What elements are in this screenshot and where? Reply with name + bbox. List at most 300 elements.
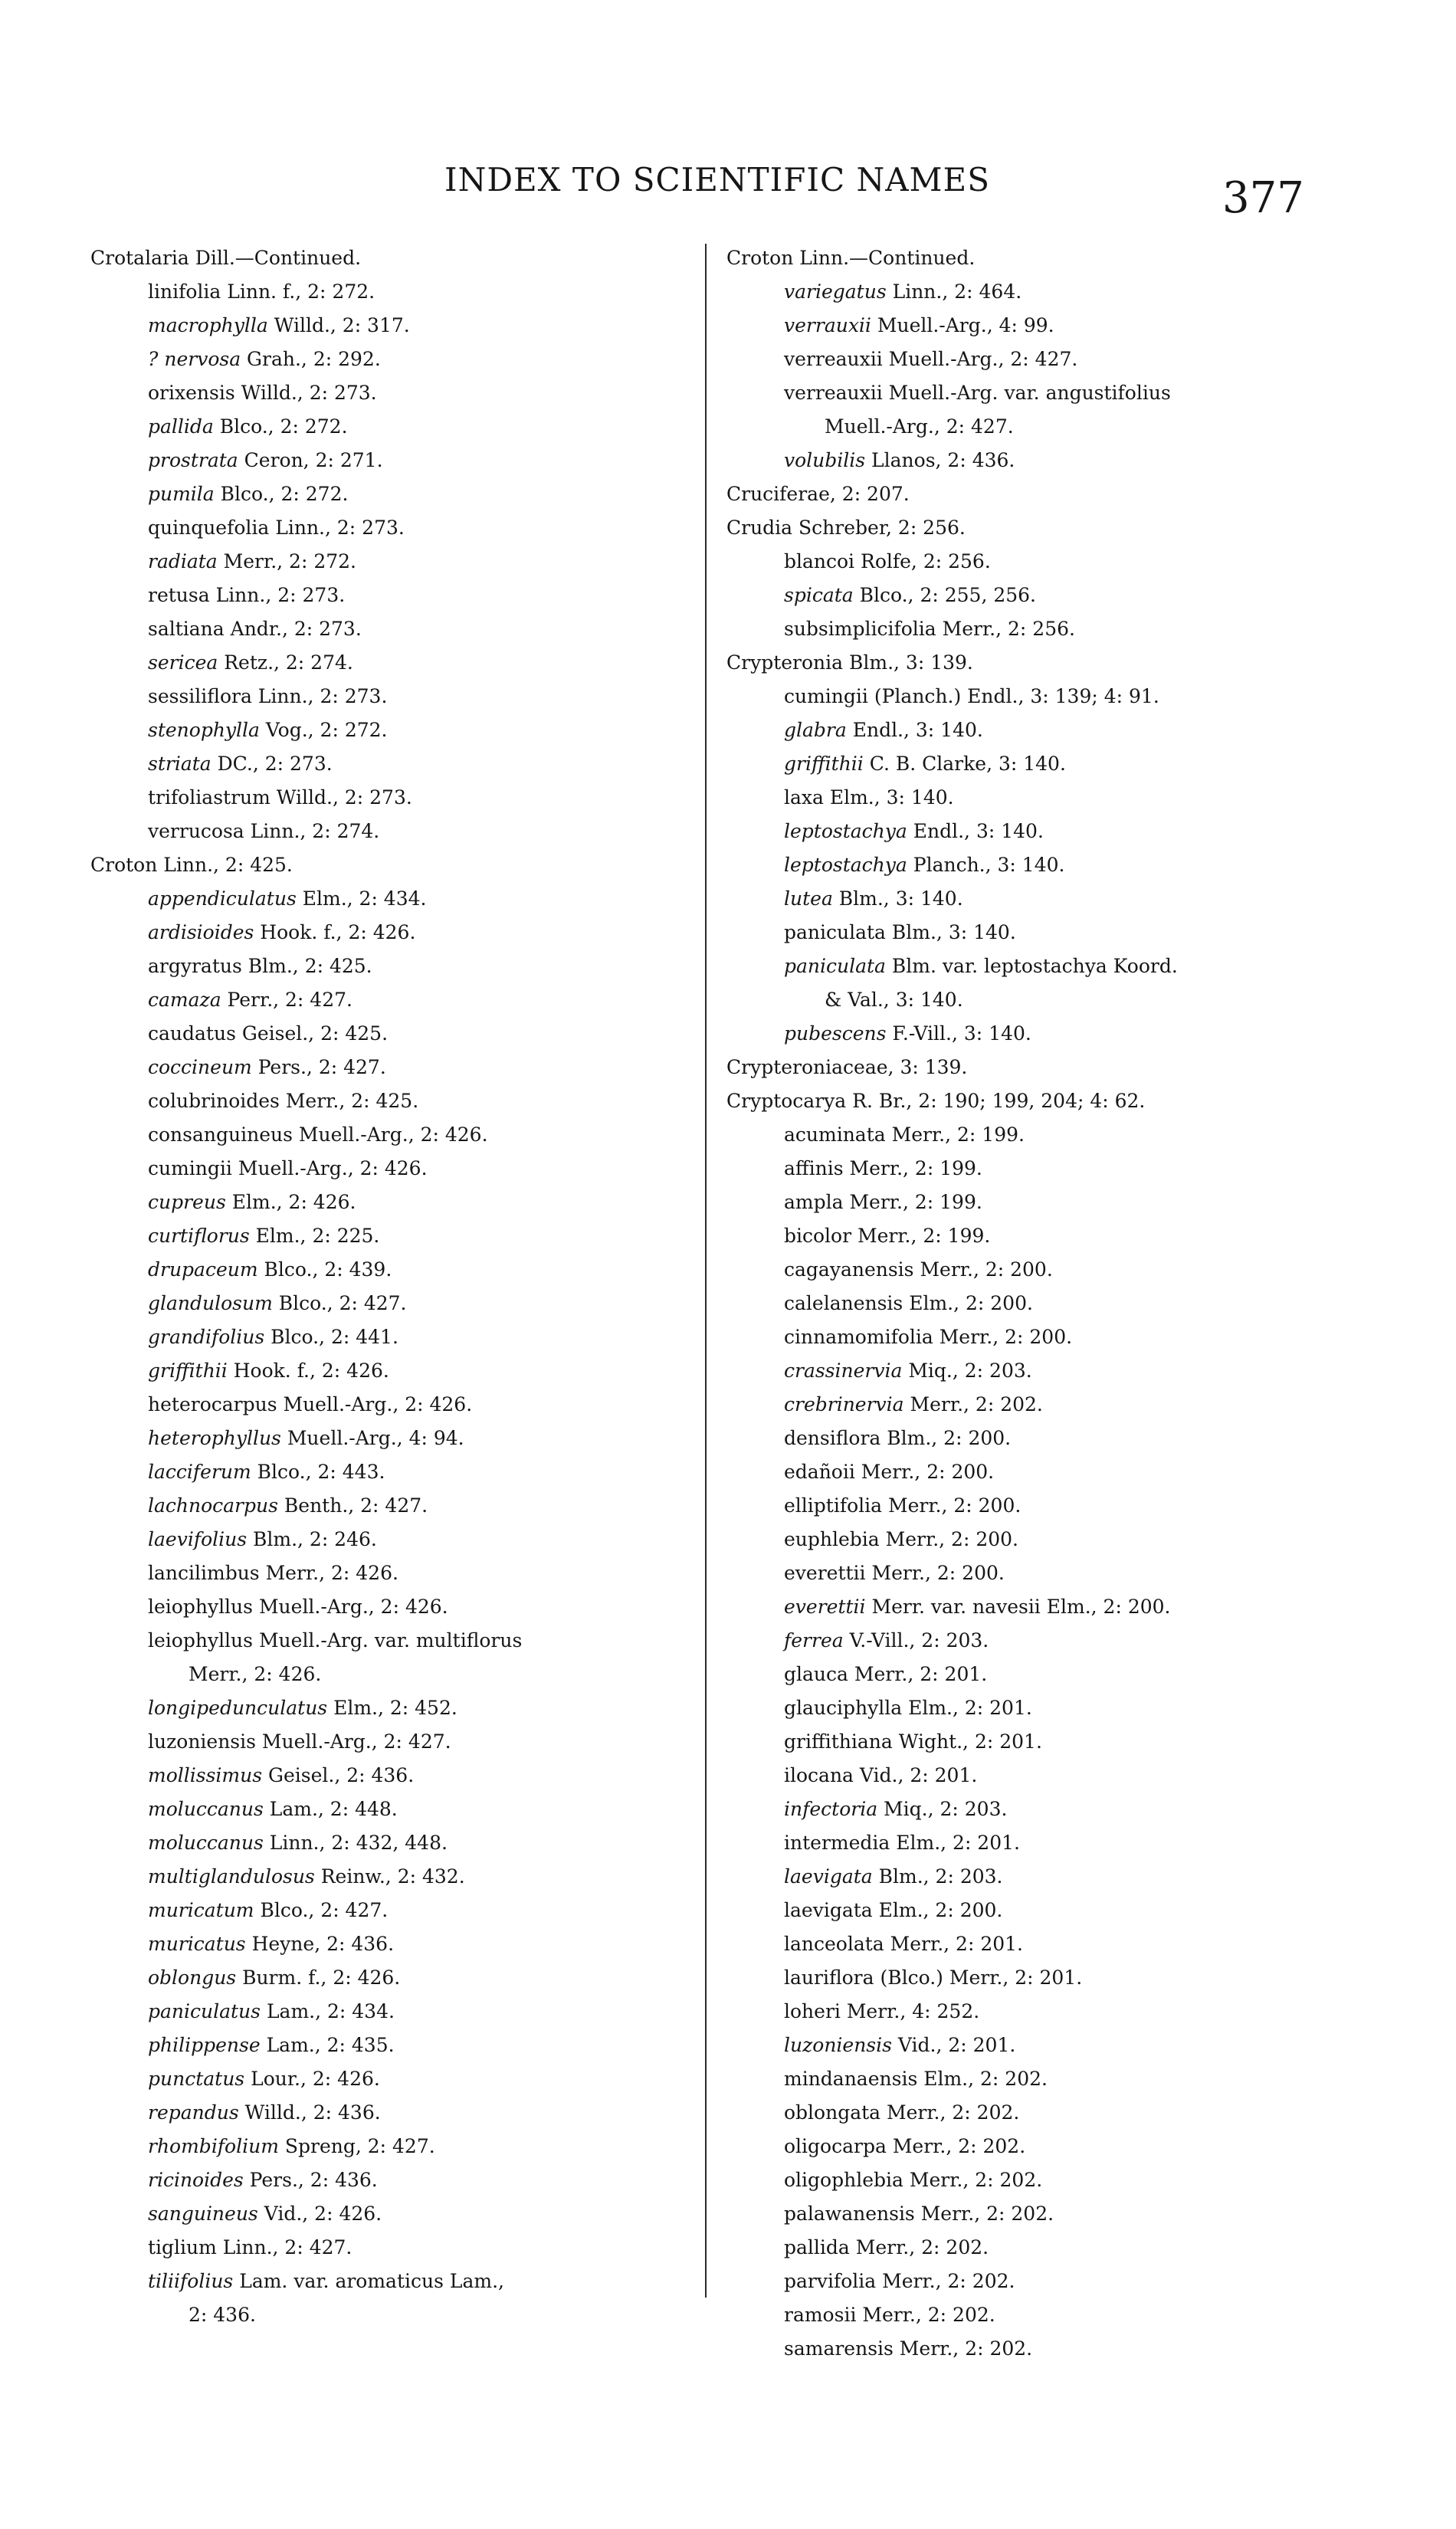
scientific-name: volubilis — [784, 449, 866, 471]
index-entry — [726, 1894, 1393, 1927]
authority-and-reference: V.-Vill., 2: 203. — [843, 1629, 989, 1652]
authority-and-reference: Merr., 2: 200. — [854, 1461, 995, 1483]
index-entry — [90, 2265, 696, 2298]
authority-and-reference: Muell.-Arg., 2: 426. — [253, 1596, 448, 1618]
scientific-name: lacciferum — [148, 1461, 251, 1483]
authority-and-reference: Pers., 2: 427. — [251, 1056, 386, 1078]
authority-and-reference: Lam., 2: 435. — [260, 2034, 395, 2056]
index-entry — [726, 747, 1393, 781]
scientific-name: laxa — [784, 786, 824, 809]
scientific-name: blancoi — [784, 550, 855, 572]
authority-and-reference: Merr. var. navesii Elm., 2: 200. — [865, 1596, 1171, 1618]
authority-and-reference: Merr., 2: 199. — [843, 1191, 982, 1213]
authority-and-reference: Muell.-Arg., 2: 427. — [825, 415, 1014, 438]
scientific-name: lancilimbus — [148, 1562, 260, 1584]
authority-and-reference: Blm., 3: 139. — [843, 651, 973, 674]
scientific-name: Croton — [90, 854, 158, 876]
index-heading-entry — [726, 241, 1393, 275]
scientific-name: colubrinoides — [148, 1090, 280, 1112]
index-entry — [90, 545, 696, 579]
authority-and-reference: Blm., 3: 140. — [885, 921, 1016, 943]
authority-and-reference: Grah., 2: 292. — [241, 348, 381, 370]
authority-and-reference: Willd., 2: 273. — [234, 382, 377, 404]
index-entry — [90, 882, 696, 916]
authority-and-reference: Merr., 2: 272. — [217, 550, 356, 572]
scientific-name: Croton — [726, 247, 794, 269]
index-entry — [90, 1995, 696, 2029]
index-entry — [726, 1219, 1393, 1253]
authority-and-reference: Miq., 2: 203. — [902, 1360, 1032, 1382]
authority-and-reference: Elm., 2: 200. — [872, 1899, 1003, 1921]
index-entry — [726, 1995, 1393, 2029]
authority-and-reference: Lour., 2: 426. — [244, 2068, 380, 2090]
scientific-name: variegatus — [784, 280, 887, 303]
authority-and-reference: Planch., 3: 140. — [907, 854, 1065, 876]
scientific-name: ricinoides — [148, 2169, 244, 2191]
index-heading-entry — [726, 646, 1393, 680]
index-entry — [90, 511, 696, 545]
index-entry — [90, 376, 696, 410]
scientific-name: paniculata — [784, 921, 886, 943]
index-entry — [90, 1253, 696, 1287]
scientific-name: everettii — [784, 1562, 866, 1584]
authority-and-reference: Merr., 2: 199. — [843, 1157, 982, 1179]
index-entry — [90, 2231, 696, 2265]
authority-and-reference: Blm. var. leptostachya Koord. — [885, 955, 1178, 977]
index-entry — [90, 1489, 696, 1523]
scientific-name: griffithii — [784, 753, 864, 775]
scientific-name: crebrinervia — [784, 1393, 904, 1415]
authority-and-reference: Linn.—Continued. — [793, 247, 976, 269]
scientific-name: Crotalaria — [90, 247, 189, 269]
authority-and-reference: Elm., 2: 434. — [296, 887, 427, 910]
index-entry — [90, 1860, 696, 1894]
scientific-name: Cruciferae — [726, 483, 830, 505]
authority-and-reference: Merr., 2: 202. — [876, 2270, 1015, 2292]
scientific-name: rhombifolium — [148, 2135, 279, 2157]
authority-and-reference: Merr., 2: 202. — [856, 2304, 995, 2326]
index-entry — [726, 444, 1393, 477]
authority-and-reference: Lam., 2: 434. — [261, 2000, 395, 2022]
authority-and-reference: C. B. Clarke, 3: 140. — [863, 753, 1066, 775]
scientific-name: drupaceum — [148, 1258, 258, 1281]
index-entry — [90, 950, 696, 983]
index-entry — [726, 545, 1393, 579]
authority-and-reference: Elm., 3: 140. — [823, 786, 954, 809]
authority-and-reference: Merr., 2: 201. — [884, 1933, 1023, 1955]
authority-and-reference: Lam. var. aromaticus Lam., — [233, 2270, 504, 2292]
authority-and-reference: Elm., 2: 202. — [917, 2068, 1048, 2090]
index-entry — [90, 1793, 696, 1826]
authority-and-reference: Elm., 2: 225. — [249, 1225, 380, 1247]
scientific-name: camaza — [148, 989, 221, 1011]
index-entry — [726, 815, 1393, 848]
authority-and-reference: Vid., 2: 201. — [853, 1764, 978, 1786]
authority-and-reference: Linn., 2: 464. — [886, 280, 1022, 303]
scientific-name: oblongus — [148, 1966, 237, 1989]
scientific-name: radiata — [148, 550, 218, 572]
index-entry — [90, 1523, 696, 1556]
authority-and-reference: Merr., 2: 200. — [882, 1494, 1021, 1517]
index-entry — [726, 1725, 1393, 1759]
index-entry — [90, 646, 696, 680]
authority-and-reference: Merr., 2: 426. — [189, 1663, 322, 1685]
authority-and-reference: Linn., 2: 273. — [269, 517, 405, 539]
index-entry — [90, 680, 696, 713]
index-entry — [90, 1118, 696, 1152]
authority-and-reference: Muell.-Arg. var. angustifolius — [882, 382, 1171, 404]
scientific-name: affinis — [784, 1157, 844, 1179]
authority-and-reference: Blm., 2: 200. — [880, 1427, 1012, 1449]
scientific-name: curtiflorus — [148, 1225, 250, 1247]
authority-and-reference: (Blco.) Merr., 2: 201. — [874, 1966, 1083, 1989]
scientific-name: leptostachya — [784, 820, 907, 842]
scientific-name: coccineum — [148, 1056, 252, 1078]
index-entry — [726, 1759, 1393, 1793]
authority-and-reference: Merr., 2: 202. — [893, 2337, 1033, 2360]
scientific-name: oblongata — [784, 2101, 881, 2124]
index-entry — [90, 916, 696, 950]
scientific-name: ardisioides — [148, 921, 254, 943]
index-entry — [90, 2029, 696, 2062]
index-entry — [90, 1152, 696, 1186]
authority-and-reference: Merr., 2: 202. — [914, 2203, 1054, 2225]
index-entry — [726, 1624, 1393, 1658]
scientific-name: pallida — [148, 415, 214, 438]
authority-and-reference: Merr., 2: 199. — [885, 1123, 1025, 1146]
index-entry — [90, 477, 696, 511]
index-entry — [726, 713, 1393, 747]
index-entry — [726, 1860, 1393, 1894]
index-heading-entry — [90, 241, 696, 275]
authority-and-reference: Blco., 2: 439. — [257, 1258, 392, 1281]
scientific-name: linifolia — [148, 280, 221, 303]
scientific-name: consanguineus — [148, 1123, 293, 1146]
index-entry — [726, 275, 1393, 309]
scientific-name: griffithii — [148, 1360, 228, 1382]
authority-and-reference: Muell.-Arg., 2: 426. — [277, 1393, 473, 1415]
authority-and-reference: Blco., 2: 443. — [251, 1461, 385, 1483]
scientific-name: parvifolia — [784, 2270, 877, 2292]
authority-and-reference: Merr., 2: 426. — [259, 1562, 398, 1584]
authority-and-reference: Elm., 2: 201. — [902, 1697, 1032, 1719]
index-entry — [726, 579, 1393, 612]
scientific-name: sessiliflora — [148, 685, 252, 707]
authority-and-reference: Merr., 4: 252. — [840, 2000, 980, 2022]
index-entry — [726, 2096, 1393, 2130]
scientific-name: leiophyllus — [148, 1596, 253, 1618]
index-entry — [726, 2231, 1393, 2265]
authority-and-reference: Merr., 2: 202. — [880, 2101, 1020, 2124]
scientific-name: heterophyllus — [148, 1427, 281, 1449]
authority-and-reference: Wight., 2: 201. — [892, 1730, 1042, 1753]
index-entry — [90, 815, 696, 848]
authority-and-reference: Blco., 2: 272. — [214, 483, 349, 505]
index-entry — [90, 1927, 696, 1961]
authority-and-reference: R. Br., 2: 190; 199, 204; 4: 62. — [846, 1090, 1146, 1112]
scientific-name: infectoria — [784, 1798, 878, 1820]
scientific-name: lutea — [784, 887, 833, 910]
scientific-name: luzoniensis — [784, 2034, 892, 2056]
index-entry — [90, 1691, 696, 1725]
index-entry — [90, 2096, 696, 2130]
index-entry — [726, 916, 1393, 950]
authority-and-reference: Linn. f., 2: 272. — [221, 280, 375, 303]
index-entry — [90, 410, 696, 444]
scientific-name: everettii — [784, 1596, 866, 1618]
index-entry — [726, 2332, 1393, 2366]
index-entry — [90, 1590, 696, 1624]
authority-and-reference: Schreber, 2: 256. — [792, 517, 966, 539]
index-entry — [726, 2130, 1393, 2163]
index-entry — [726, 1455, 1393, 1489]
scientific-name: pallida — [784, 2236, 850, 2258]
scientific-name: cumingii — [148, 1157, 232, 1179]
index-entry — [726, 1523, 1393, 1556]
authority-and-reference: Endl., 3: 140. — [907, 820, 1044, 842]
index-entry — [726, 1489, 1393, 1523]
authority-and-reference: Spreng, 2: 427. — [278, 2135, 435, 2157]
authority-and-reference: & Val., 3: 140. — [825, 989, 963, 1011]
scientific-name: lauriflora — [784, 1966, 874, 1989]
authority-and-reference: F.-Vill., 3: 140. — [886, 1022, 1031, 1045]
index-entry — [90, 1186, 696, 1219]
authority-and-reference: , 2: 207. — [829, 483, 910, 505]
scientific-name: luzoniensis — [148, 1730, 256, 1753]
authority-and-reference: Reinw., 2: 432. — [314, 1865, 465, 1888]
index-heading-entry — [726, 511, 1393, 545]
authority-and-reference: Merr., 2: 200. — [933, 1326, 1073, 1348]
index-entry — [90, 2197, 696, 2231]
index-entry — [726, 2197, 1393, 2231]
authority-and-reference: Rolfe, 2: 256. — [854, 550, 991, 572]
authority-and-reference: Blco., 2: 441. — [264, 1326, 398, 1348]
scientific-name: laevigata — [784, 1865, 873, 1888]
scientific-name: griffithiana — [784, 1730, 893, 1753]
authority-and-reference: Perr., 2: 427. — [221, 989, 353, 1011]
authority-and-reference: Willd., 2: 436. — [238, 2101, 381, 2124]
authority-and-reference: Merr., 2: 202. — [903, 2169, 1043, 2191]
authority-and-reference: Geisel., 2: 436. — [262, 1764, 415, 1786]
scientific-name: prostrata — [148, 449, 238, 471]
authority-and-reference: Elm., 2: 200. — [903, 1292, 1033, 1314]
index-entry — [90, 1455, 696, 1489]
index-entry — [90, 1287, 696, 1320]
scientific-name: philippense — [148, 2034, 261, 2056]
scientific-name: glandulosum — [148, 1292, 273, 1314]
authority-and-reference: Blco., 2: 427. — [272, 1292, 407, 1314]
scientific-name: orixensis — [148, 382, 235, 404]
index-entry — [726, 1826, 1393, 1860]
scientific-name: bicolor — [784, 1225, 852, 1247]
index-entry — [90, 1354, 696, 1388]
authority-and-reference: Muell.-Arg., 2: 426. — [292, 1123, 488, 1146]
authority-and-reference: Linn., 2: 273. — [251, 685, 388, 707]
authority-and-reference: Miq., 2: 203. — [877, 1798, 1008, 1820]
authority-and-reference: Merr., 2: 202. — [886, 2135, 1026, 2157]
authority-and-reference: Muell.-Arg., 4: 94. — [280, 1427, 464, 1449]
authority-and-reference: Blco., 2: 255, 256. — [853, 584, 1037, 606]
scientific-name: verrauxii — [784, 314, 871, 336]
authority-and-reference: Linn., 2: 274. — [244, 820, 380, 842]
scientific-name: argyratus — [148, 955, 242, 977]
authority-and-reference: Merr., 2: 200. — [879, 1528, 1018, 1550]
authority-and-reference: Merr., 2: 199. — [851, 1225, 991, 1247]
scientific-name: sanguineus — [148, 2203, 258, 2225]
scientific-name: quinquefolia — [148, 517, 270, 539]
index-entry — [726, 343, 1393, 376]
scientific-name: multiglandulosus — [148, 1865, 315, 1888]
index-entry — [726, 1017, 1393, 1051]
authority-and-reference: Endl., 3: 140. — [846, 719, 983, 741]
scientific-name: moluccanus — [148, 1832, 264, 1854]
authority-and-reference: Blco., 2: 427. — [254, 1899, 389, 1921]
index-entry — [726, 882, 1393, 916]
scientific-name: subsimplicifolia — [784, 618, 936, 640]
index-entry — [90, 1894, 696, 1927]
scientific-name: ramosii — [784, 2304, 857, 2326]
authority-and-reference: Muell.-Arg., 2: 427. — [882, 348, 1078, 370]
index-entry — [90, 1051, 696, 1084]
index-entry — [90, 983, 696, 1017]
index-entry — [726, 1961, 1393, 1995]
scientific-name: laevifolius — [148, 1528, 248, 1550]
index-entry — [90, 1017, 696, 1051]
index-entry — [726, 1253, 1393, 1287]
authority-and-reference: Blm., 2: 246. — [247, 1528, 377, 1550]
index-continuation-line — [90, 1658, 696, 1691]
scientific-name: cumingii — [784, 685, 868, 707]
index-entry — [90, 343, 696, 376]
scientific-name: moluccanus — [148, 1798, 264, 1820]
index-heading-entry — [726, 477, 1393, 511]
authority-and-reference: Vid., 2: 201. — [891, 2034, 1016, 2056]
authority-and-reference: Merr., 2: 256. — [936, 618, 1075, 640]
authority-and-reference: Blm., 2: 203. — [872, 1865, 1003, 1888]
scientific-name: ampla — [784, 1191, 844, 1213]
index-entry — [726, 1152, 1393, 1186]
index-heading-entry — [726, 1084, 1393, 1118]
scientific-name: oligocarpa — [784, 2135, 887, 2157]
index-entry — [90, 2163, 696, 2197]
scientific-name: mollissimus — [148, 1764, 263, 1786]
index-entry — [90, 1961, 696, 1995]
scientific-name: heterocarpus — [148, 1393, 277, 1415]
authority-and-reference: Linn., 2: 427. — [216, 2236, 353, 2258]
authority-and-reference: Geisel., 2: 425. — [235, 1022, 389, 1045]
scientific-name: muricatus — [148, 1933, 246, 1955]
scientific-name: verreauxii — [784, 348, 883, 370]
scientific-name: Cryptocarya — [726, 1090, 847, 1112]
index-continuation-line — [726, 410, 1393, 444]
index-entry — [726, 1422, 1393, 1455]
index-entry — [726, 1388, 1393, 1422]
scientific-name: leptostachya — [784, 854, 907, 876]
index-entry — [726, 2163, 1393, 2197]
index-entry — [90, 1624, 696, 1658]
scientific-name: repandus — [148, 2101, 239, 2124]
authority-and-reference: Blco., 2: 272. — [213, 415, 348, 438]
column-divider — [705, 244, 707, 2298]
index-entry — [726, 1691, 1393, 1725]
index-entry — [90, 713, 696, 747]
scientific-name: muricatum — [148, 1899, 254, 1921]
page-number: 377 — [1222, 173, 1304, 223]
authority-and-reference: Willd., 2: 317. — [267, 314, 410, 336]
scientific-name: ? nervosa — [148, 348, 241, 370]
index-entry — [726, 1556, 1393, 1590]
index-entry — [90, 309, 696, 343]
index-entry — [90, 2130, 696, 2163]
authority-and-reference: Muell.-Arg., 4: 99. — [871, 314, 1054, 336]
index-entry — [90, 1084, 696, 1118]
scientific-name: macrophylla — [148, 314, 268, 336]
authority-and-reference: Llanos, 2: 436. — [865, 449, 1015, 471]
authority-and-reference: Muell.-Arg. var. multiflorus — [253, 1629, 523, 1652]
scientific-name: lachnocarpus — [148, 1494, 278, 1517]
authority-and-reference: Vog., 2: 272. — [259, 719, 388, 741]
scientific-name: retusa — [148, 584, 210, 606]
authority-and-reference: Linn., 2: 425. — [157, 854, 293, 876]
index-entry — [90, 747, 696, 781]
authority-and-reference: Blm., 2: 425. — [241, 955, 372, 977]
scientific-name: loheri — [784, 2000, 841, 2022]
authority-and-reference: Merr., 2: 201. — [848, 1663, 988, 1685]
index-entry — [726, 612, 1393, 646]
authority-and-reference: Heyne, 2: 436. — [245, 1933, 395, 1955]
authority-and-reference: Linn., 2: 432, 448. — [263, 1832, 448, 1854]
authority-and-reference: Pers., 2: 436. — [243, 2169, 378, 2191]
authority-and-reference: Vid., 2: 426. — [257, 2203, 382, 2225]
authority-and-reference: Dill.—Continued. — [189, 247, 362, 269]
authority-and-reference: Merr., 2: 202. — [849, 2236, 989, 2258]
scientific-name: spicata — [784, 584, 854, 606]
authority-and-reference: Elm., 2: 426. — [225, 1191, 356, 1213]
index-entry — [726, 309, 1393, 343]
index-entry — [726, 2029, 1393, 2062]
index-entry — [726, 2298, 1393, 2332]
index-continuation-line — [726, 983, 1393, 1017]
authority-and-reference: Burm. f., 2: 426. — [236, 1966, 401, 1989]
authority-and-reference: Linn., 2: 273. — [209, 584, 346, 606]
scientific-name: glauciphylla — [784, 1697, 903, 1719]
scientific-name: elliptifolia — [784, 1494, 883, 1517]
scientific-name: verrucosa — [148, 820, 244, 842]
scientific-name: cagayanensis — [784, 1258, 914, 1281]
index-entry — [90, 1388, 696, 1422]
scientific-name: trifoliastrum — [148, 786, 271, 809]
index-entry — [90, 444, 696, 477]
scientific-name: oligophlebia — [784, 2169, 903, 2191]
scientific-name: lanceolata — [784, 1933, 884, 1955]
index-entry — [726, 1118, 1393, 1152]
scientific-name: mindanaensis — [784, 2068, 918, 2090]
scientific-name: edañoii — [784, 1461, 855, 1483]
index-heading-entry — [90, 848, 696, 882]
authority-and-reference: Elm., 2: 452. — [327, 1697, 457, 1719]
authority-and-reference: Benth., 2: 427. — [277, 1494, 428, 1517]
index-heading-entry — [726, 1051, 1393, 1084]
authority-and-reference: Hook. f., 2: 426. — [227, 1360, 389, 1382]
scientific-name: glauca — [784, 1663, 848, 1685]
index-entry — [90, 1422, 696, 1455]
page-title: INDEX TO SCIENTIFIC NAMES — [444, 161, 990, 198]
index-entry — [726, 1320, 1393, 1354]
scientific-name: Crypteroniaceae — [726, 1056, 888, 1078]
scientific-name: leiophyllus — [148, 1629, 253, 1652]
authority-and-reference: Merr., 2: 200. — [913, 1258, 1053, 1281]
authority-and-reference: 2: 436. — [189, 2304, 256, 2326]
